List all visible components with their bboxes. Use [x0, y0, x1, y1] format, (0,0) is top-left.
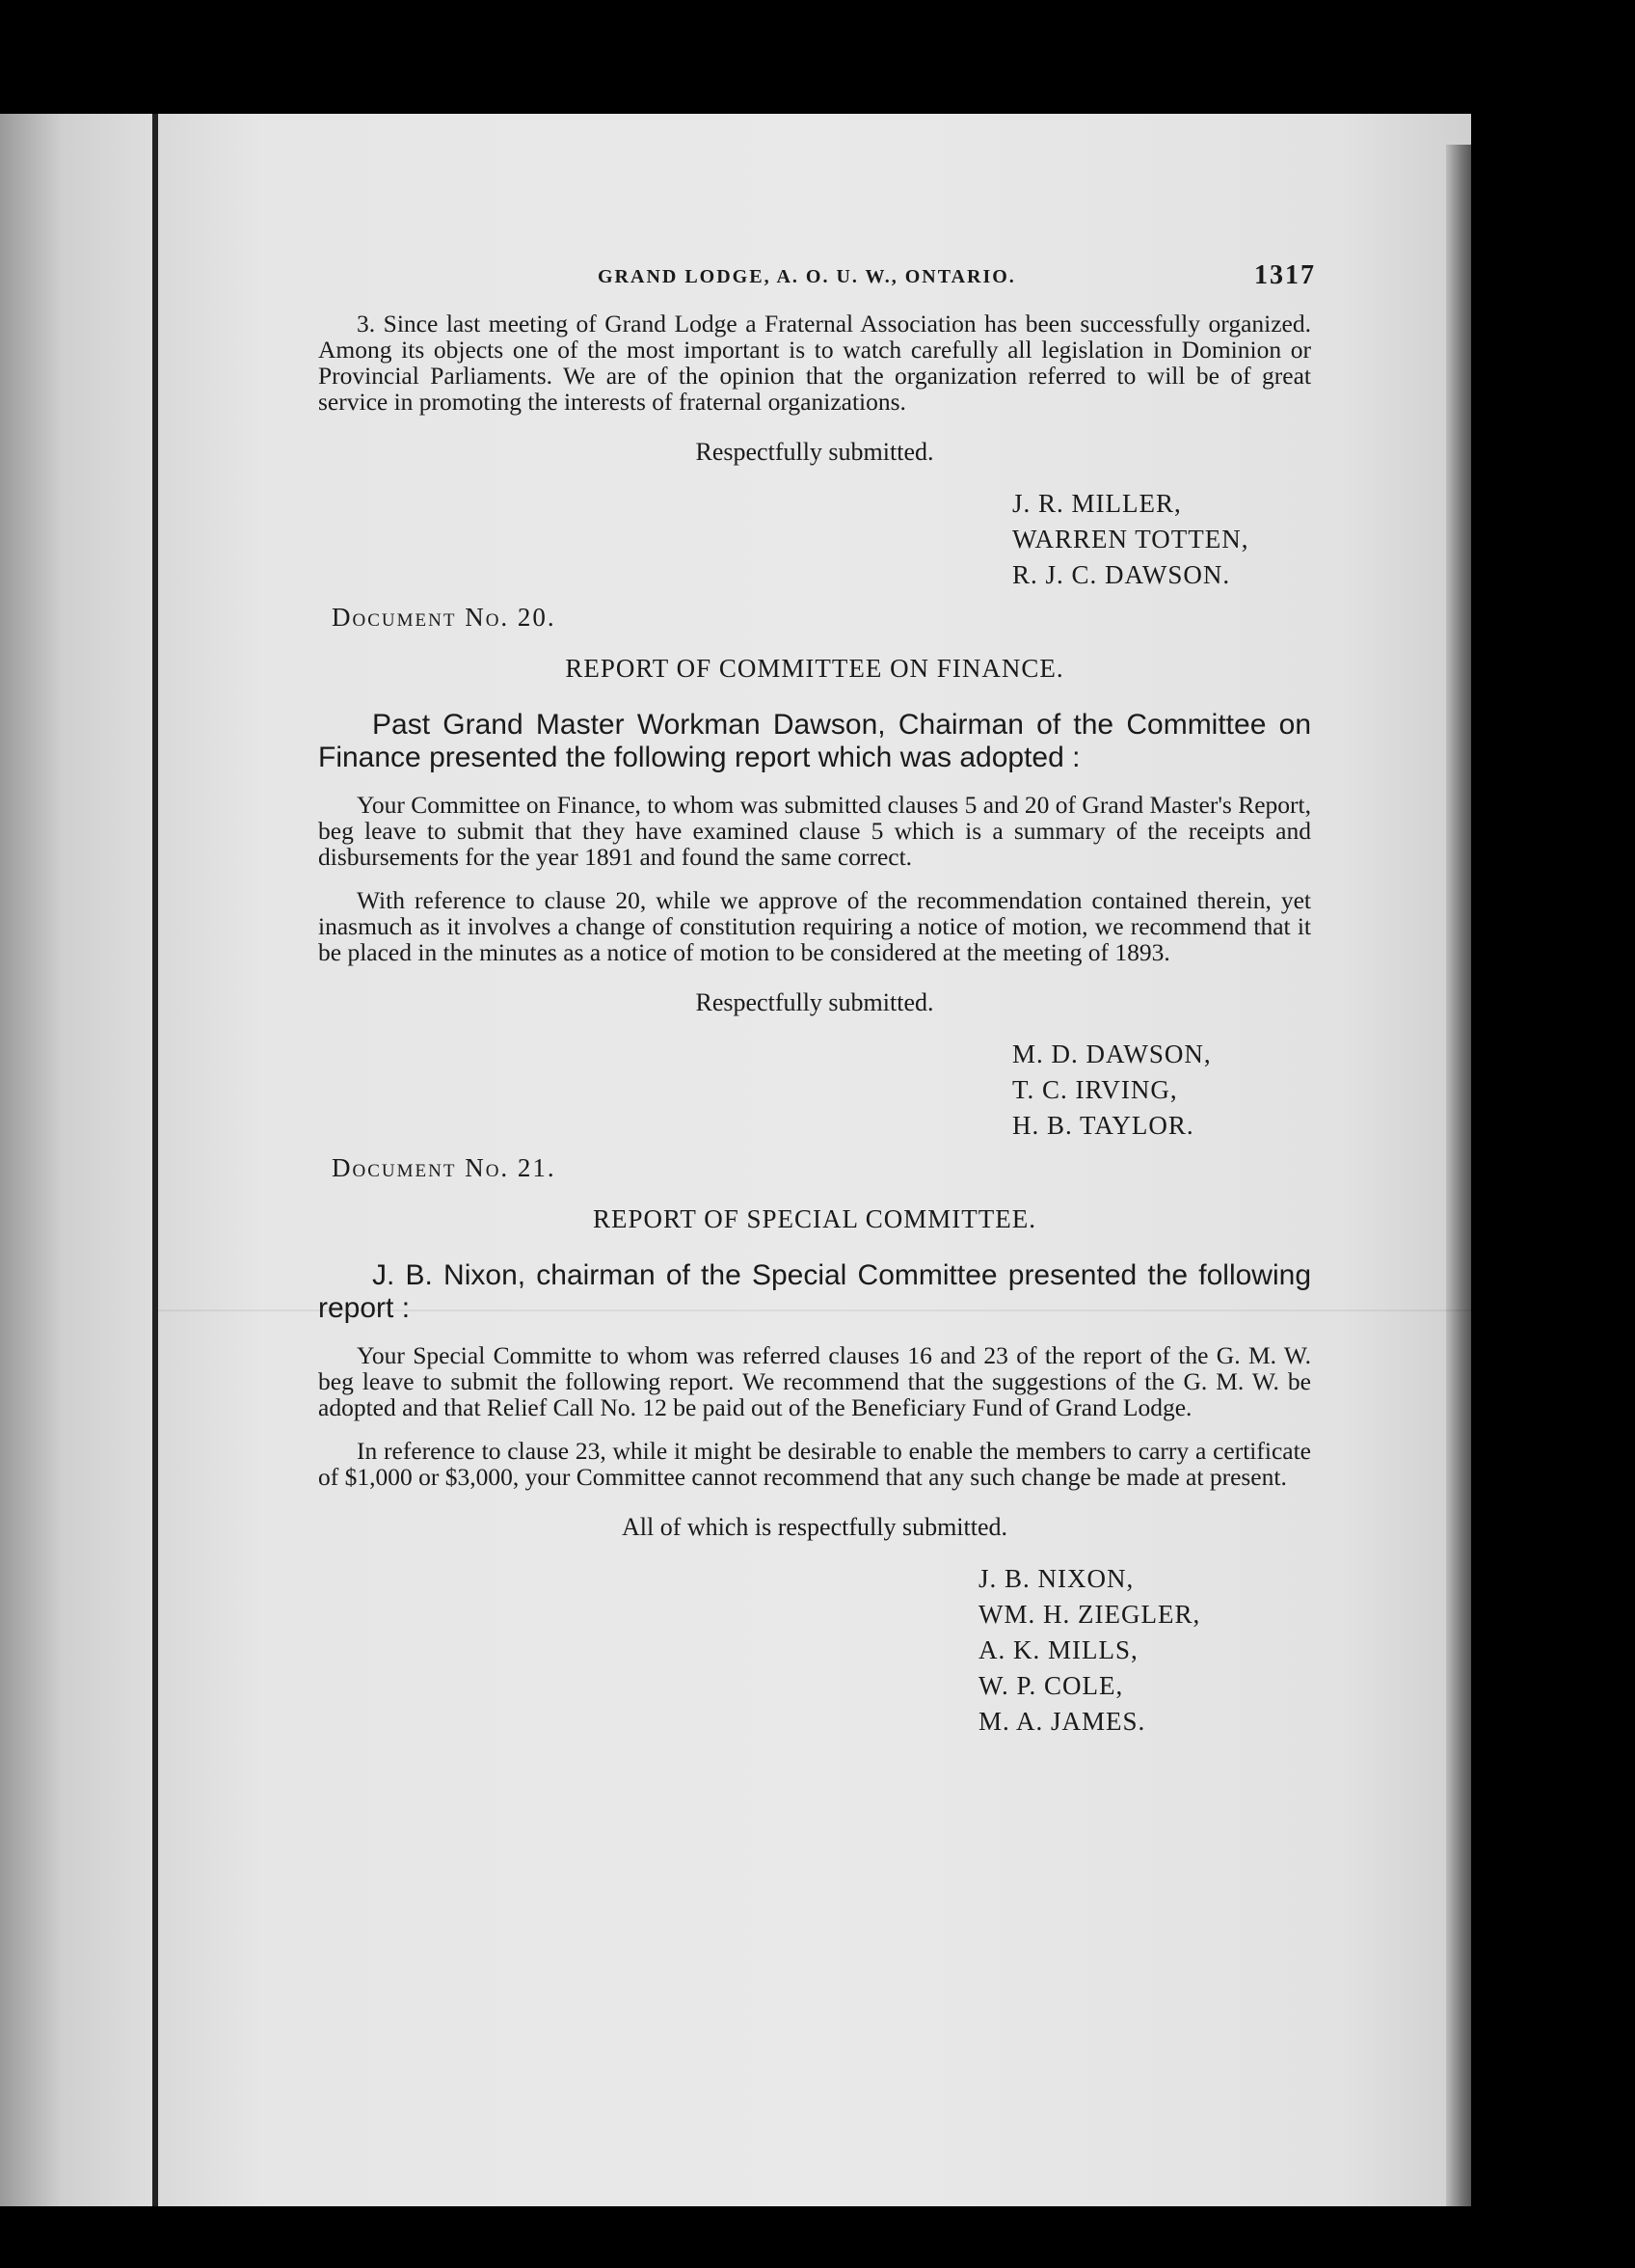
running-title: GRAND LODGE, A. O. U. W., ONTARIO. — [598, 266, 1016, 287]
closing-respectfully-submitted: Respectfully submitted. — [695, 988, 934, 1016]
report-paragraph: Your Special Committe to whom was referred clauses 16 and 23 of the report of the G. M. W. beg leave to submit the following report. We recommend that the suggestions of the G. M. W. be adopted and that Relief Call No. 12 be paid out of the Beneficiary Fund of Grand Lodge. — [318, 1341, 1311, 1421]
document-number: Document No. 21. — [332, 1153, 556, 1182]
signature: J. B. NIXON, — [978, 1564, 1135, 1593]
section-3 — [318, 310, 1311, 593]
signature: W. P. COLE, — [978, 1671, 1124, 1700]
page-number: 1317 — [1254, 260, 1316, 290]
signature: H. B. TAYLOR. — [1012, 1111, 1194, 1140]
signature: M. A. JAMES. — [978, 1707, 1146, 1736]
signature: T. C. IRVING, — [1012, 1075, 1178, 1104]
document-number: Document No. 20. — [332, 603, 556, 632]
document-21 — [318, 1153, 1311, 1740]
document-20 — [318, 603, 1311, 1144]
section-3-paragraph: 3. Since last meeting of Grand Lodge a Fraternal Association has been successfully organized. Among its objects one of the most important is to watch carefully all legislation in Dominion or Provincial Parliaments. We are of the opinion that the organization referred to will be of great service in promoting the interests of fraternal organizations. — [318, 310, 1311, 416]
report-paragraph: In reference to clause 23, while it might be desirable to enable the members to carry a certificate of $1,000 or $3,000, your Committee cannot recommend that any such change be made at present. — [318, 1437, 1311, 1491]
closing-respectfully-submitted: Respectfully submitted. — [695, 438, 934, 466]
signature: WARREN TOTTEN, — [1012, 525, 1249, 554]
signature-block — [1012, 1037, 1311, 1144]
signature-block — [1012, 486, 1311, 593]
page-right-edge — [1446, 145, 1471, 2206]
report-title: REPORT OF COMMITTEE ON FINANCE. — [565, 654, 1064, 683]
report-intro: J. B. Nixon, chairman of the Special Committee presented the following report : — [318, 1259, 1311, 1324]
signature: M. D. DAWSON, — [1012, 1040, 1212, 1068]
page-content — [318, 260, 1316, 1740]
signature: J. R. MILLER, — [1012, 489, 1182, 518]
report-paragraph: Your Committee on Finance, to whom was submitted clauses 5 and 20 of Grand Master's Report, beg leave to submit that they have examined clause 5 which is a summary of the receipts and disbursements for the year 1891 and found the same correct. — [318, 791, 1311, 871]
facing-page-edge — [0, 114, 154, 2206]
report-intro: Past Grand Master Workman Dawson, Chairman of the Committee on Finance presented the following report which was adopted : — [318, 709, 1311, 773]
signature: WM. H. ZIEGLER, — [978, 1600, 1201, 1629]
signature-block — [978, 1561, 1311, 1740]
report-paragraph: With reference to clause 20, while we approve of the recommendation contained therein, yet inasmuch as it involves a change of constitution requiring a notice of motion, we recommend that it be placed in the minutes as a notice of motion to be considered at the meeting of 1893. — [318, 886, 1311, 966]
running-head — [318, 260, 1316, 299]
report-title: REPORT OF SPECIAL COMMITTEE. — [593, 1204, 1036, 1233]
signature: A. K. MILLS, — [978, 1635, 1139, 1664]
signature: R. J. C. DAWSON. — [1012, 560, 1231, 589]
closing-respectfully-submitted: All of which is respectfully submitted. — [621, 1513, 1008, 1541]
